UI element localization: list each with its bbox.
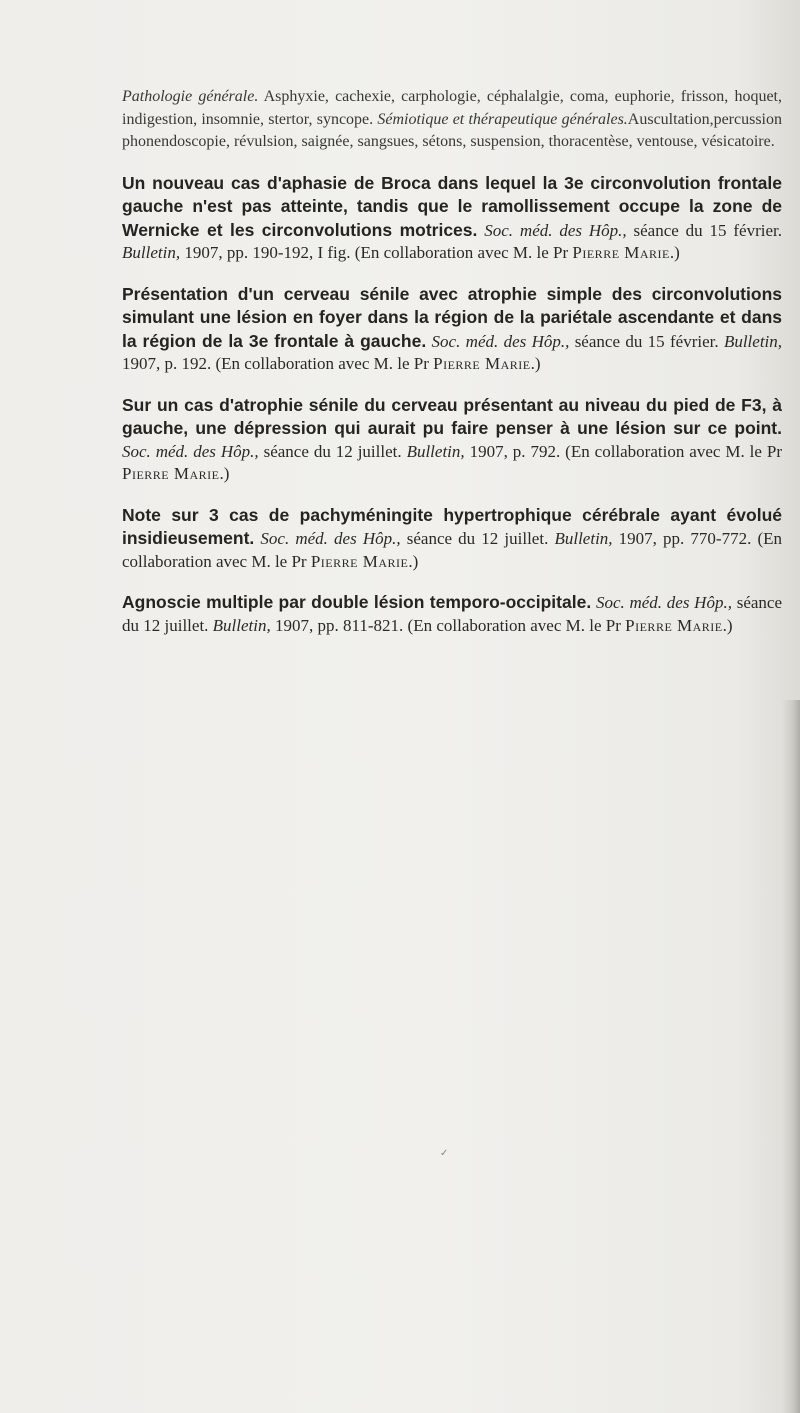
entry-end: .) (219, 464, 230, 483)
entry-title: Sur un cas d'atrophie sénile du cerveau présentant au niveau du pied de F3, à gauche, une dépression qui aurait pu faire penser à une lésion sur ce point. (122, 394, 782, 438)
entry-cerveau-senile (122, 283, 782, 376)
entry-details-2: 1907, pp. 811-821. (En collaboration avec M. le Pr (270, 615, 626, 635)
entry-aphasie-broca (122, 172, 782, 265)
entry-author: Pierre Marie (572, 243, 670, 262)
entry-details: séance du 12 juillet. (258, 441, 407, 461)
entry-heading: Pathologie générale. (122, 88, 259, 105)
bibliography-text (122, 86, 782, 637)
entry-end: .) (669, 243, 680, 262)
entry-details: séance du 15 février. (569, 331, 724, 351)
entry-details: séance du 15 février. (626, 220, 783, 240)
page-edge-shadow (782, 700, 800, 1413)
entry-end: .) (530, 354, 541, 373)
entry-title: Note sur 3 cas de pachyméningite hypertrophique cérébrale ayant évolué insidieusement. (122, 504, 782, 548)
entry-end: .) (722, 615, 733, 635)
entry-author: Pierre Marie (310, 551, 409, 571)
entry-details: séance du 12 juillet. (122, 593, 783, 635)
entry-atrophie-senile (122, 394, 782, 486)
entry-source: Soc. méd. des Hôp., (431, 331, 570, 351)
entry-author: Pierre Marie (433, 354, 531, 373)
entry-details-2: 1907, pp. 770-772. (En collaboration avec M. le Pr (122, 529, 783, 571)
entry-text-2: Auscultation,percussion phonendoscopie, révulsion, saignée, sangsues, sétons, suspension, thoracentèse, ventouse, vésicatoire. (122, 110, 782, 150)
entry-details-2: 1907, p. 192. (En collaboration avec M. le Pr (122, 354, 434, 373)
entry-title: Présentation d'un cerveau sénile avec atrophie simple des circonvolutions simulant une lésion en foyer dans la région de la pariétale ascendante et dans la région de la 3e frontale à gauche. (122, 283, 782, 351)
entry-end: .) (408, 551, 419, 571)
entry-agnoscie (122, 591, 782, 637)
entry-source: Soc. méd. des Hôp., (260, 529, 401, 548)
entry-author: Pierre Marie (122, 464, 220, 483)
entry-details-2: 1907, pp. 190-192, I fig. (En collaboration avec M. le Pr (180, 243, 573, 262)
entry-details-2: 1907, p. 792. (En collaboration avec M. le Pr (464, 441, 782, 461)
entry-bulletin: Bulletin, (122, 243, 181, 262)
entry-bulletin: Bulletin, (406, 441, 465, 461)
entry-bulletin: Bulletin, (212, 615, 271, 635)
entry-author: Pierre Marie (625, 615, 723, 635)
entry-title: Agnoscie multiple par double lésion temporo-occipitale. (122, 592, 592, 612)
entry-bulletin: Bulletin, (554, 529, 613, 548)
entry-text: Asphyxie, cachexie, carphologie, céphalalgie, coma, euphorie, frisson, hoquet, indigestion, insomnie, stertor, syncope. (122, 88, 783, 128)
entry-source: Soc. méd. des Hôp., (595, 593, 732, 612)
entry-bulletin: Bulletin, (723, 331, 783, 351)
entry-title: Un nouveau cas d'aphasie de Broca dans lequel la 3e circonvolution frontale gauche n'est pas atteinte, tandis que le ramollissement occupe la zone de Wernicke et les circonvolutions motrices. (122, 172, 782, 240)
entry-source: Soc. méd. des Hôp., (122, 441, 259, 461)
entry-details: séance du 12 juillet. (400, 529, 555, 548)
entry-general-pathology (122, 86, 782, 154)
entry-heading-2: Sémiotique et thérapeutique générales. (377, 110, 628, 128)
entry-pachymeningite (122, 504, 782, 574)
entry-source: Soc. méd. des Hôp., (484, 220, 627, 240)
ink-speck: ✓ (440, 1148, 449, 1159)
